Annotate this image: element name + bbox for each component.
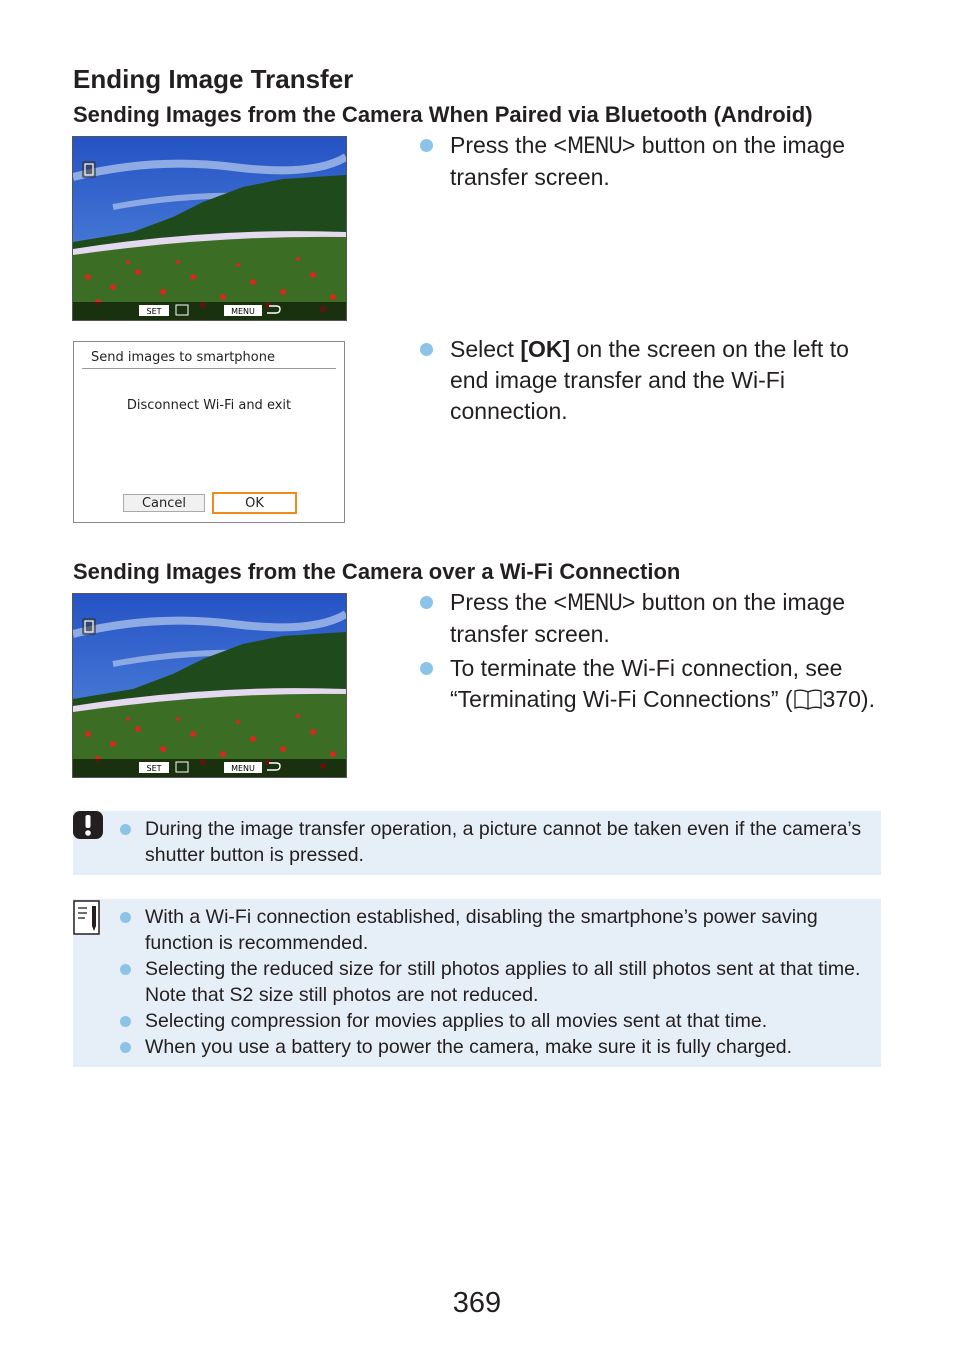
step-select-ok: Select [OK] on the screen on the left to end image transfer and the Wi-Fi connection. <box>418 334 888 427</box>
menu-label: MENU <box>231 307 255 316</box>
note-item: Selecting the reduced size for still photos applies to all still photos sent at that time. Note that S2 size still photos are not reduced. <box>118 956 867 1008</box>
menu-label: MENU <box>231 764 255 773</box>
section-title-wifi: Sending Images from the Camera over a Wi-Fi Connection <box>73 559 681 584</box>
page-heading: Ending Image Transfer <box>73 64 354 94</box>
notes-box <box>73 899 881 1067</box>
note-item: With a Wi-Fi connection established, disabling the smartphone’s power saving function is recommended. <box>118 904 867 956</box>
cancel-button[interactable]: Cancel <box>123 494 205 512</box>
dialog-message: Disconnect Wi-Fi and exit <box>126 398 292 413</box>
menu-button-icon: MENU <box>566 134 622 159</box>
bullet-icon <box>120 912 131 923</box>
caution-item: During the image transfer operation, a picture cannot be taken even if the camera’s shutter button is pressed. <box>118 816 867 868</box>
steps-list-3 <box>418 587 888 718</box>
bullet-icon <box>120 1042 131 1053</box>
caution-icon <box>73 811 103 839</box>
set-label: SET <box>146 307 162 316</box>
bullet-icon <box>120 824 131 835</box>
bullet-icon <box>420 139 433 152</box>
step-press-menu-2: Press the <MENU> button on the image transfer screen. <box>418 587 888 650</box>
dialog-divider <box>82 368 336 369</box>
page-number: 369 <box>452 1287 502 1319</box>
note-item: When you use a battery to power the camera, make sure it is fully charged. <box>118 1034 867 1060</box>
page-reference[interactable]: 370 <box>822 686 861 712</box>
bullet-icon <box>420 343 433 356</box>
note-item: Selecting compression for movies applies to all movies sent at that time. <box>118 1008 867 1034</box>
set-label: SET <box>146 764 162 773</box>
memo-icon <box>73 900 100 936</box>
bullet-icon <box>120 964 131 975</box>
ok-button[interactable]: OK <box>212 492 297 514</box>
step-press-menu: Press the <MENU> button on the image transfer screen. <box>418 130 888 193</box>
dialog-title: Send images to smartphone <box>91 350 275 365</box>
caution-box <box>73 811 881 875</box>
steps-list-1 <box>418 130 888 196</box>
book-icon <box>793 688 823 710</box>
menu-button-icon: MENU <box>566 591 622 616</box>
steps-list-2 <box>418 334 888 430</box>
step-terminate-wifi: To terminate the Wi-Fi connection, see “Terminating Wi-Fi Connections” ( 370). <box>418 653 888 715</box>
bullet-icon <box>420 596 433 609</box>
bullet-icon <box>120 1016 131 1027</box>
camera-screen-image-2 <box>72 593 347 778</box>
disconnect-dialog <box>73 341 345 523</box>
section-title-bluetooth: Sending Images from the Camera When Paired via Bluetooth (Android) <box>73 102 813 127</box>
camera-screen-image <box>72 136 347 321</box>
bullet-icon <box>420 662 433 675</box>
